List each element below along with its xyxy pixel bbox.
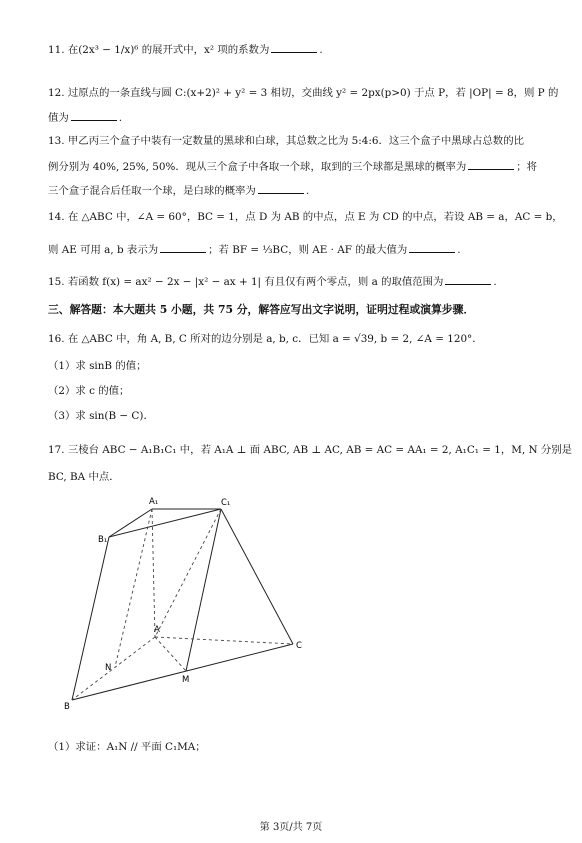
- edge-b1c1: [109, 509, 221, 537]
- edge-c1c: [221, 509, 293, 644]
- label-a: A: [154, 625, 160, 635]
- question-11: [48, 42, 323, 57]
- question-14: [48, 210, 563, 224]
- answer-blank[interactable]: [271, 42, 317, 53]
- q12-line2: 值为: [48, 112, 69, 124]
- q13-line1: 13. 甲乙丙三个盒子中装有一定数量的黑球和白球，其总数之比为 5:4:6．这三个盒子中黑球占总数的比: [48, 135, 524, 147]
- question-16-part3: （3）求 sin(B − C)．: [48, 410, 154, 422]
- q14-line1: 14. 在 △ABC 中，∠A = 60°，BC = 1，点 D 为 AB 的中点，点 E 为 CD 的中点，若设 AB = a，AC = b，: [48, 211, 563, 223]
- question-16: 16. 在 △ABC 中，角 A, B, C 所对的边分别是 a, b, c．已知 a = √39, b = 2, ∠A = 120°．: [48, 333, 483, 345]
- question-13: [48, 134, 524, 148]
- q14-end: .: [457, 244, 461, 256]
- edge-b1b: [72, 537, 112, 700]
- q14-line2b: ；若 BF = ⅓BC，则 AE · AF 的最大值为: [208, 244, 408, 256]
- label-a1: A₁: [149, 497, 159, 507]
- question-15: [48, 274, 497, 289]
- question-16-part2: （2）求 c 的值；: [48, 385, 130, 397]
- answer-blank[interactable]: [71, 110, 117, 121]
- label-n: N: [105, 663, 112, 673]
- q15-end: .: [493, 276, 497, 288]
- answer-blank[interactable]: [468, 159, 514, 170]
- q13-line3: 三个盒子混合后任取一个球，是白球的概率为: [48, 185, 256, 197]
- question-17-part1: （1）求证：A₁N // 平面 C₁MA；: [48, 741, 206, 753]
- question-13-cont: [48, 159, 537, 174]
- edge-a1a: [152, 509, 155, 637]
- edge-am: [155, 637, 186, 671]
- frustum-figure: [60, 492, 310, 717]
- question-16-part1: （1）求 sinB 的值；: [48, 360, 147, 372]
- q12-end: .: [118, 112, 123, 124]
- q14-line2a: 则 AE 可用 a, b 表示为: [48, 244, 159, 256]
- edge-a1n: [115, 509, 152, 667]
- question-12-cont: [48, 110, 122, 125]
- label-c1: C₁: [221, 498, 231, 508]
- edge-ac: [155, 637, 293, 644]
- q11-end: .: [319, 44, 323, 56]
- edge-b1a1: [109, 509, 152, 537]
- label-c: C: [296, 641, 302, 651]
- q13-line2-end: ；将: [516, 161, 538, 173]
- edge-c1a: [155, 509, 221, 637]
- question-14-cont: [48, 242, 461, 257]
- q15-text: 15. 若函数 f(x) = ax² − 2x − |x² − ax + 1| 有且仅有两个零点，则 a 的取值范围为: [48, 276, 444, 288]
- question-12: [48, 86, 558, 100]
- label-m: M: [182, 675, 190, 685]
- q13-end: .: [305, 185, 310, 197]
- answer-blank[interactable]: [160, 242, 206, 253]
- page-footer: 第 3页/共 7页: [259, 822, 323, 833]
- edge-c1m: [186, 509, 221, 671]
- answer-blank[interactable]: [445, 274, 491, 285]
- answer-blank[interactable]: [258, 183, 304, 194]
- q11-text: 11. 在(2x³ − 1/x)⁶ 的展开式中，x² 项的系数为: [48, 44, 270, 56]
- question-17-cont: BC, BA 中点．: [48, 471, 120, 483]
- section-heading: 三、解答题：本大题共 5 小题，共 75 分，解答应写出文字说明，证明过程或演算步骤．: [48, 303, 475, 316]
- label-b: B: [64, 702, 70, 712]
- question-17: 17. 三棱台 ABC − A₁B₁C₁ 中，若 A₁A ⊥ 面 ABC, AB ⊥ AC, AB = AC = AA₁ = 2, A₁C₁ = 1，M, N 分别是: [48, 444, 573, 456]
- question-13-cont2: [48, 183, 309, 198]
- q13-line2: 例分别为 40%, 25%, 50%．现从三个盒子中各取一个球，取到的三个球都是黑球的概率为: [48, 161, 467, 173]
- q12-line1: 12. 过原点的一条直线与圆 C:(x+2)² + y² = 3 相切，交曲线 y² = 2px(p>0) 于点 P，若 |OP| = 8，则 P 的: [48, 87, 559, 99]
- label-b1: B₁: [98, 535, 108, 545]
- answer-blank[interactable]: [409, 242, 455, 253]
